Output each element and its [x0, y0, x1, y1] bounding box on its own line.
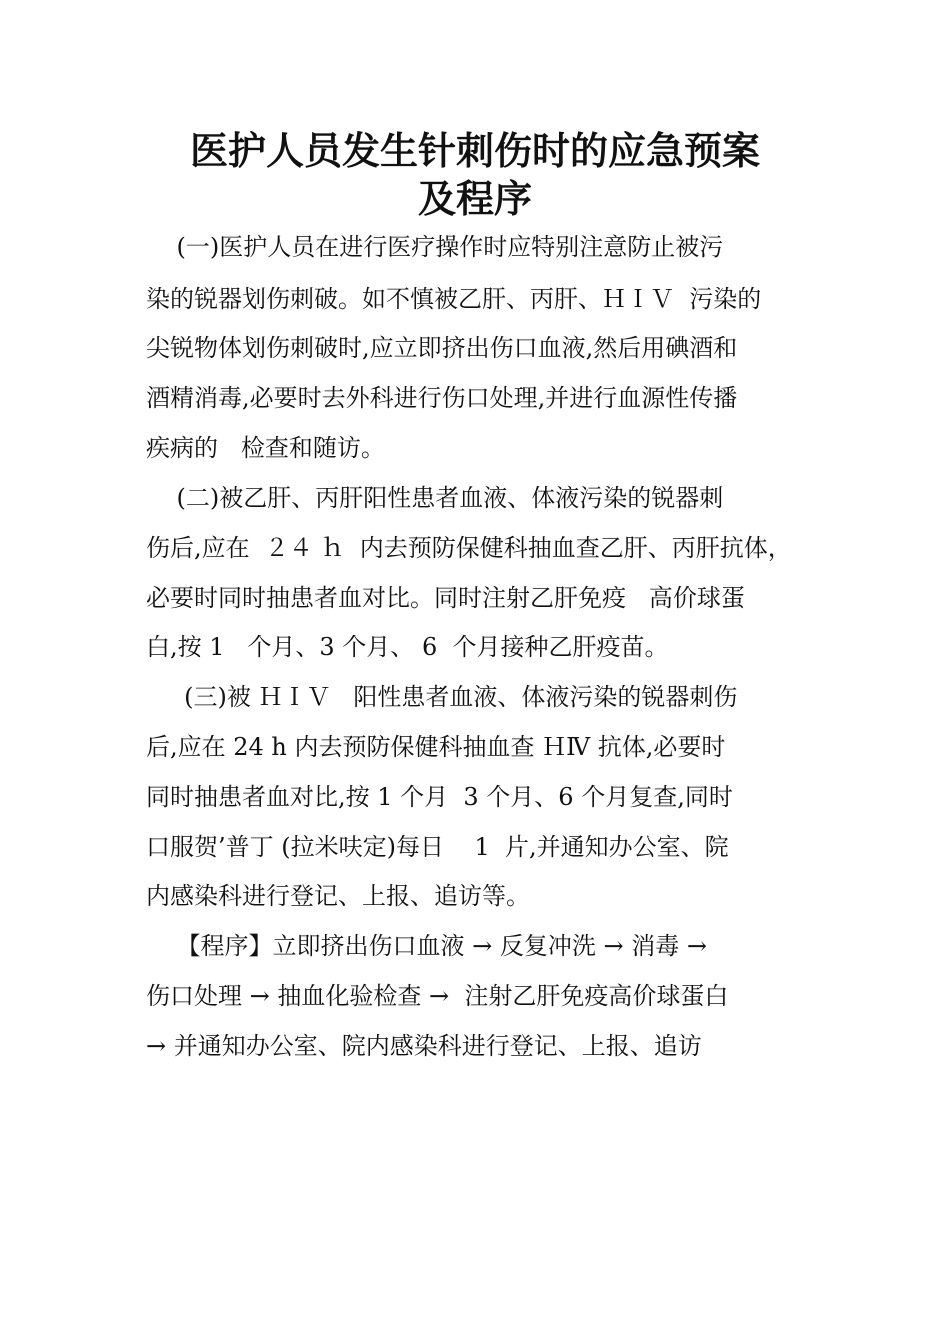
- body-text-line: 疾病的 检查和随访。: [146, 434, 385, 462]
- body-text-line: 内感染科进行登记、上报、追访等。: [146, 882, 530, 910]
- body-text-line: (三)被 ＨＩＶ 阳性患者血液、体液污染的锐器刺伤: [146, 683, 738, 711]
- body-text-line: 同时抽患者血对比,按 1 个月 3 个月、6 个月复查,同时: [146, 783, 733, 811]
- body-text-line: 伤后,应在 ２４ ｈ 内去预防保健科抽血查乙肝、丙肝抗体，: [146, 534, 792, 562]
- procedure-text-line: 【程序】立即挤出伤口血液 → 反复冲洗 → 消毒 →: [146, 932, 707, 960]
- body-text-line: 后,应在 24 h 内去预防保健科抽血查 ＨⅣ 抗体,必要时: [146, 733, 726, 761]
- body-text-line: 酒精消毒,必要时去外科进行伤口处理,并进行血源性传播: [146, 384, 738, 412]
- body-text-line: 白,按 1 个月、3 个月、 6 个月接种乙肝疫苗。: [146, 633, 669, 661]
- body-text-line: 尖锐物体划伤刺破时,应立即挤出伤口血液,然后用碘酒和: [146, 334, 738, 362]
- body-text-line: (一)医护人员在进行医疗操作时应特别注意防止被污: [146, 233, 724, 261]
- body-text-line: 染的锐器划伤刺破。如不慎被乙肝、丙肝、ＨＩＶ 污染的: [146, 285, 762, 313]
- body-text-line: 必要时同时抽患者血对比。同时注射乙肝免疫 高价球蛋: [146, 584, 745, 612]
- document-title-line-1: 医护人员发生针刺伤时的应急预案: [189, 129, 760, 173]
- document-title-line-2: 及程序: [417, 177, 532, 221]
- procedure-text-line: → 并通知办公室、院内感染科进行登记、上报、追访: [146, 1032, 702, 1060]
- body-text-line: (二)被乙肝、丙肝阳性患者血液、体液污染的锐器刺: [146, 484, 724, 512]
- procedure-text-line: 伤口处理 → 抽血化验检查 → 注射乙肝免疫高价球蛋白: [146, 982, 729, 1010]
- body-text-line: 口服贺’普丁 (拉米呋定)每日 1 片,并通知办公室、院: [146, 833, 729, 861]
